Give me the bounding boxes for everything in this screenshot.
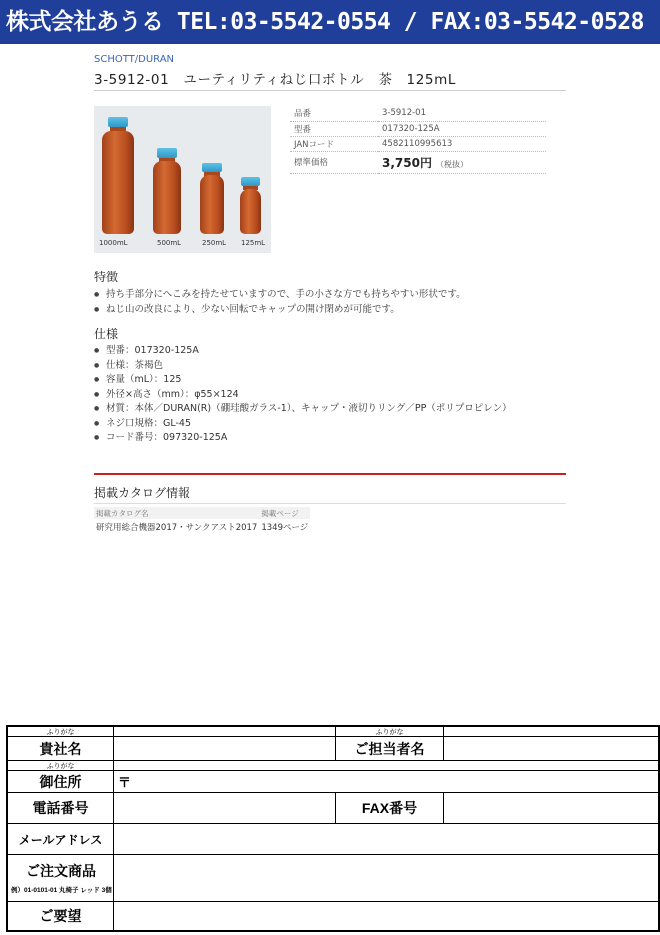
catalog-header-row xyxy=(94,507,310,519)
spec-item: ● 仕様：茶褐色 xyxy=(94,359,512,374)
bottle-cap xyxy=(108,117,128,127)
price-row xyxy=(290,151,546,173)
catalog-name: 研究用総合機器2017・サンクアスト2017 xyxy=(96,522,258,533)
contact-field[interactable] xyxy=(444,737,660,761)
feature-item: ● ねじ山の改良により、少ない回転でキャップの開け閉めが可能です。 xyxy=(94,303,466,318)
price-cell xyxy=(378,151,546,173)
price-note: （税抜） xyxy=(435,159,468,169)
features-list xyxy=(94,288,466,317)
section-divider xyxy=(94,473,566,475)
order-form xyxy=(6,725,660,932)
contact-label: ご担当者名 xyxy=(336,737,444,761)
spec-key: 品番 xyxy=(290,106,378,121)
request-field[interactable] xyxy=(114,902,660,930)
company-label: 貴社名 xyxy=(8,737,114,761)
spec-key: 型番 xyxy=(290,121,378,136)
furigana-label: ふりがな xyxy=(336,727,444,737)
spec-row xyxy=(290,106,546,121)
image-label: 1000mL xyxy=(99,239,128,247)
address-label: 御住所 xyxy=(8,771,114,793)
feature-item: ● 持ち手部分にへこみを持たせていますので、手の小さな方でも持ちやすい形状です。 xyxy=(94,288,466,303)
order-example: 例）01-0101-01 丸椅子 レッド 3個 xyxy=(11,887,112,894)
email-field[interactable] xyxy=(114,824,660,855)
furigana-label: ふりがな xyxy=(8,761,114,771)
specs-list xyxy=(94,344,512,446)
fax-field[interactable] xyxy=(444,793,660,824)
maker-name: SCHOTT/DURAN xyxy=(94,54,175,65)
image-label: 125mL xyxy=(241,239,266,247)
spec-item: ● ネジ口規格：GL-45 xyxy=(94,417,512,432)
email-label: メールアドレス xyxy=(8,824,114,855)
catalog-table xyxy=(94,507,310,534)
postal-mark: 〒 xyxy=(118,775,132,790)
spec-item: ● 容量（mL）：125 xyxy=(94,373,512,388)
bottle-cap xyxy=(202,163,222,172)
catalog-heading: 掲載カタログ情報 xyxy=(94,486,191,500)
phone-label: 電話番号 xyxy=(8,793,114,824)
order-label-cell xyxy=(8,855,114,902)
company-field[interactable] xyxy=(114,737,336,761)
spec-value: 3-5912-01 xyxy=(378,106,546,121)
contact-furigana-field[interactable] xyxy=(444,727,660,737)
spec-item: ● 外径×高さ（mm）：φ55×124 xyxy=(94,388,512,403)
catalog-col-page: 掲載ページ xyxy=(259,507,310,519)
product-image xyxy=(94,106,271,253)
contact-banner: 株式会社あうる TEL:03-5542-0554 / FAX:03-5542-0528 xyxy=(0,0,660,44)
order-field[interactable] xyxy=(114,855,660,902)
catalog-divider xyxy=(94,503,566,504)
product-title: 3-5912-01 ユーティリティねじ口ボトル 茶 125mL xyxy=(94,72,456,88)
features-heading: 特徴 xyxy=(94,270,119,284)
phone-field[interactable] xyxy=(114,793,336,824)
bottle-125ml xyxy=(240,189,261,234)
catalog-page: 1349ページ xyxy=(261,522,309,533)
address-furigana-field[interactable] xyxy=(114,761,660,771)
spec-value: 017320-125A xyxy=(378,121,546,136)
catalog-row xyxy=(94,519,310,534)
company-furigana-field[interactable] xyxy=(114,727,336,737)
furigana-label: ふりがな xyxy=(8,727,114,737)
bottle-1000ml xyxy=(102,131,134,234)
specs-heading: 仕様 xyxy=(94,327,119,341)
spec-item: ● コード番号：097320-125A xyxy=(94,431,512,446)
spec-item: ● 材質：本体／DURAN(R)（硼珪酸ガラス-1）、キャップ・液切りリング／PP（ポリプロピレン） xyxy=(94,402,512,417)
bottle-cap xyxy=(241,177,260,186)
image-label: 250mL xyxy=(202,239,227,247)
order-label: ご注文商品 xyxy=(26,863,96,879)
image-label: 500mL xyxy=(157,239,182,247)
bottle-cap xyxy=(157,148,177,158)
title-divider xyxy=(94,90,566,91)
address-field[interactable] xyxy=(114,771,660,793)
catalog-col-name: 掲載カタログ名 xyxy=(94,507,259,519)
price-key: 標準価格 xyxy=(290,151,378,173)
request-label: ご要望 xyxy=(8,902,114,930)
spec-row xyxy=(290,121,546,136)
fax-label: FAX番号 xyxy=(336,793,444,824)
bottle-250ml xyxy=(200,175,224,234)
bottle-500ml xyxy=(153,161,181,234)
spec-value: 4582110995613 xyxy=(378,136,546,151)
spec-key: JANコード xyxy=(290,136,378,151)
spec-row xyxy=(290,136,546,151)
price-value: 3,750円 xyxy=(382,155,432,170)
spec-item: ● 型番：017320-125A xyxy=(94,344,512,359)
spec-table xyxy=(290,106,546,174)
